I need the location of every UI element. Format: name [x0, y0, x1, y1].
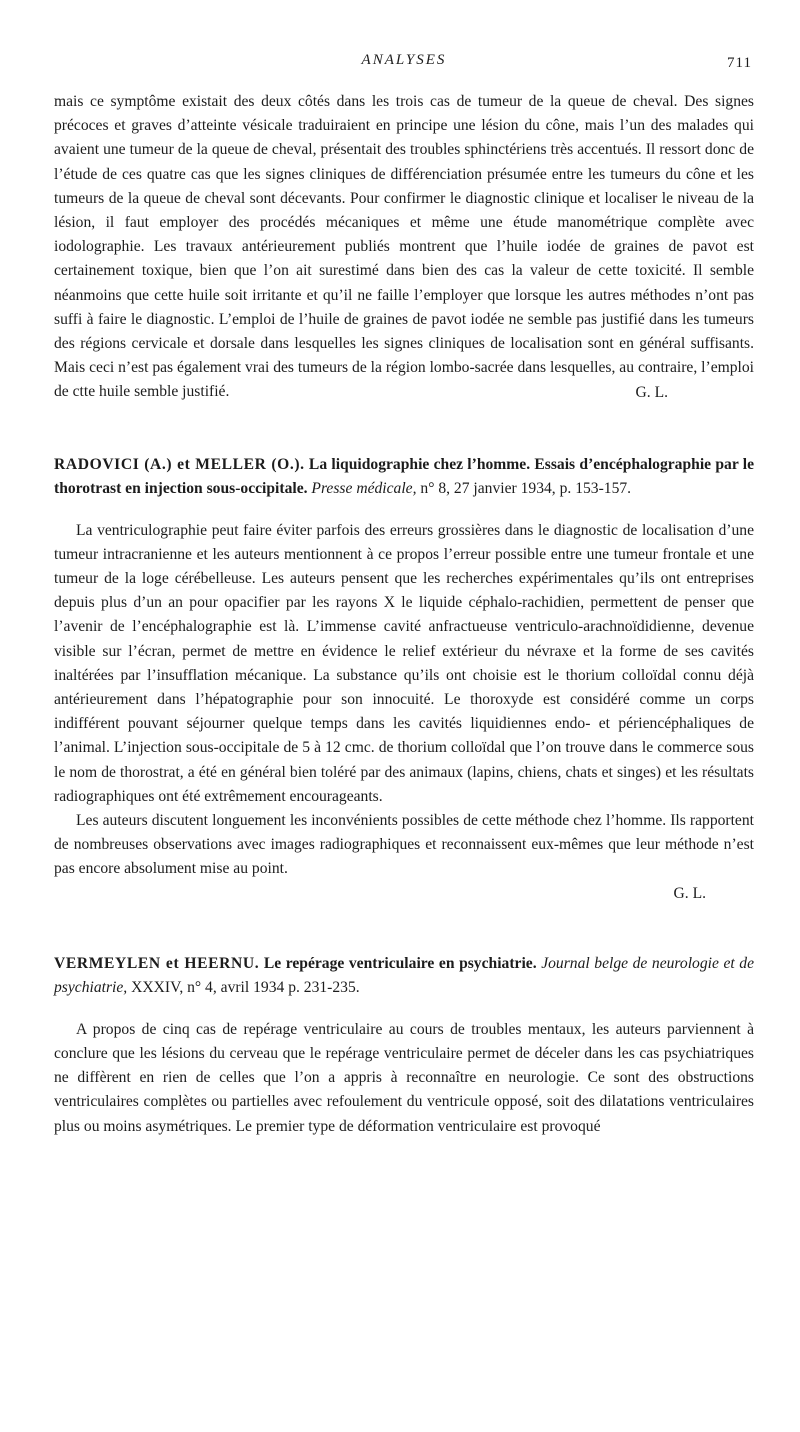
analysis-entry-radovici — [54, 453, 754, 906]
page-number: 711 — [727, 55, 752, 71]
entry-reference: XXXIV, n° 4, avril 1934 p. 231-235. — [131, 979, 360, 997]
entry-signature-text: G. L. — [673, 884, 706, 902]
continued-signature: G. L. — [635, 383, 668, 401]
entry-authors: VERMEYLEN et HEERNU. — [54, 954, 260, 972]
continued-analysis — [54, 90, 754, 405]
entry-heading — [54, 453, 754, 502]
running-title: ANALYSES — [361, 52, 447, 68]
entry-journal: Presse médicale, — [311, 480, 417, 498]
analysis-entry-vermeylen — [54, 952, 754, 1139]
entry-paragraph: A propos de cinq cas de repérage ventriculaire au cours de troubles mentaux, les auteurs parviennent à conclure que les lésions du cerveau que le repérage ventriculaire permet de déceler dans les cas psychiatriques ne diffèrent en rien de celles que l’on a appris à reconnaître en neurologie. Ce sont des obstructions ventriculaires complètes ou partielles avec refoulement du ventricule opposé, soit des dilatations ventriculaires plus ou moins asymétriques. Le premier type de déformation ventriculaire est provoqué — [54, 1020, 754, 1135]
entry-journal: Journal belge de neurologie et de psychiatrie, — [54, 954, 754, 997]
entry-paragraph: La ventriculographie peut faire éviter parfois des erreurs grossières dans le diagnostic de localisation d’une tumeur intracranienne et les auteurs mentionnent à ce propos l’erreur possible entre une tumeur frontale et une tumeur de la loge cérébelleuse. Les auteurs pensent que les recherches expérimentales qu’ils ont entreprises depuis plus d’un an pour opacifier par les rayons X le liquide céphalo-rachidien, permettent de penser que l’avenir de l’encéphalographie est là. L’immense cavité anfractueuse ventriculo-arachnoïdidienne, devenue visible sur l’écran, permet de mettre en évidence le relief extérieur du névraxe et la forme de ses cavités inaltérées par l’insufflation mécanique. La substance qu’ils ont choisie est le thorium colloïdal connu déjà antérieurement dans l’hépatographie pour son innocuité. Le thoroxyde est considéré comme un corps indifférent pouvant séjourner quelque temps dans les cavités liquidiennes endo- et périencéphaliques de l’animal. L’injection sous-occipitale de 5 à 12 cmc. de thorium colloïdal que l’on trouve dans le commerce sous le nom de thorostrat, a été en général bien toléré par des animaux (lapins, chiens, chats et singes) et les résultats radiographiques ont été extrêmement encourageants. — [54, 521, 754, 805]
entry-title: Le repérage ventriculaire en psychiatrie. — [263, 954, 537, 972]
running-head — [54, 52, 754, 74]
entry-paragraph: Les auteurs discutent longuement les inconvénients possibles de cette méthode chez l’homme. Ils rapportent de nombreuses observations avec images radiographiques et reconnaissent eux-mêmes que leur méthode n’est pas encore absolument mise au point. — [54, 812, 754, 878]
entry-signature — [54, 882, 754, 906]
entry-authors: RADOVICI (A.) et MELLER (O.). — [54, 455, 305, 473]
continued-paragraph: mais ce symptôme existait des deux côtés dans les trois cas de tumeur de la queue de cheval. Des signes précoces et graves d’atteinte vésicale traduiraient en principe une lésion du cône, mais l’un des malades qui avaient une tumeur de la queue de cheval, présentait des troubles sphinctériens très accentués. Il ressort donc de l’étude de ces quatre cas que les signes cliniques de différenciation présumée entre les tumeurs du cône et les tumeurs de la queue de cheval sont décevants. Pour confirmer le diagnostic clinique et localiser le niveau de la lésion, il faut employer des procédés mécaniques et même une étude manométrique complète avec iodolographie. Les travaux antérieurement publiés montrent que l’huile iodée de graines de pavot est certainement toxique, bien que l’on ait surestimé dans bien des cas la valeur de cette toxicité. Il semble néanmoins que cette huile soit irritante et qu’il ne faille l’employer que lorsque les autres méthodes n’ont pas suffi à faire le diagnostic. L’emploi de l’huile de graines de pavot iodée ne semble pas justifié dans les tumeurs des régions cervicale et dorsale dans lesquelles les signes cliniques de localisation sont en général suffisants. Mais ceci n’est pas également vrai des tumeurs de la région lombo-sacrée dans lesquelles, au contraire, l’emploi de ctte huile semble justifié. — [54, 93, 754, 401]
entry-heading — [54, 952, 754, 1001]
entry-title: La liquidographie chez l’homme. Essais d’encéphalographie par le thorotrast en injection sous-occipitale. — [54, 455, 754, 498]
body-text — [54, 90, 754, 1139]
entry-reference: n° 8, 27 janvier 1934, p. 153-157. — [420, 480, 632, 498]
